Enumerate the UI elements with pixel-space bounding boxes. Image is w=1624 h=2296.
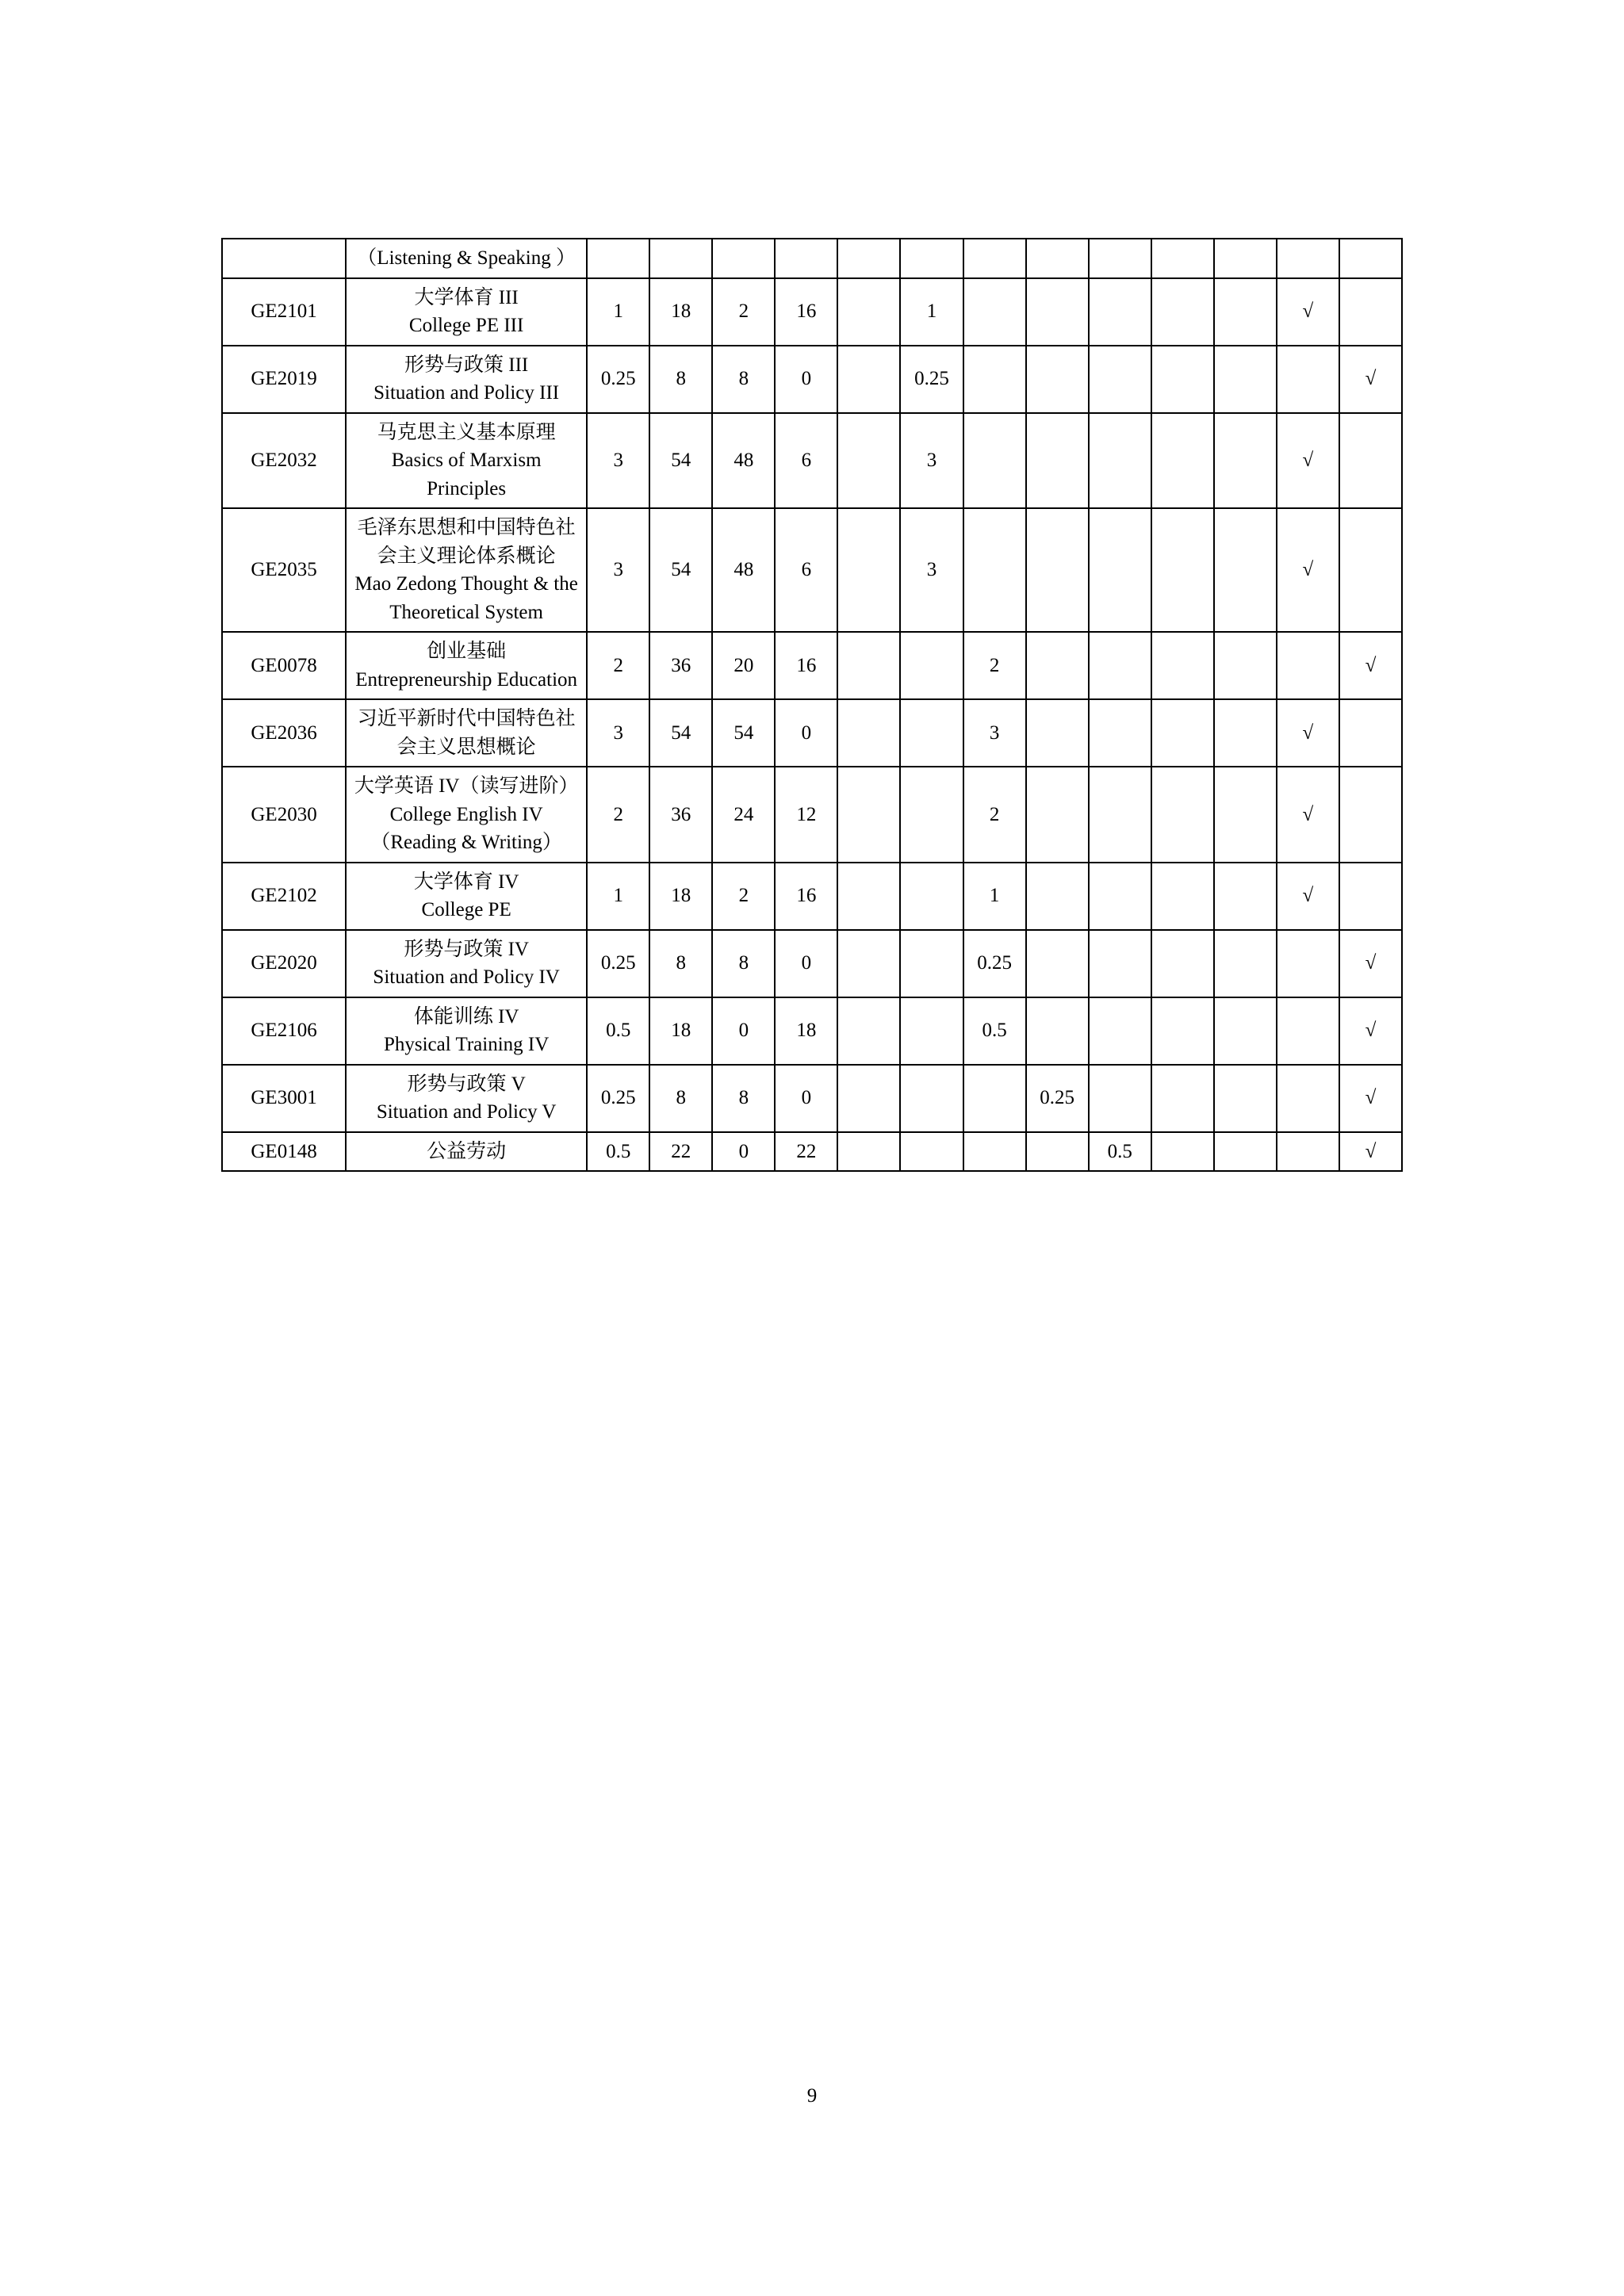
course-code: GE2019 (222, 346, 346, 413)
course-name: 形势与政策 V Situation and Policy V (346, 1065, 587, 1132)
course-code: GE0148 (222, 1132, 346, 1172)
term-5 (1089, 632, 1151, 699)
term-4 (1026, 632, 1089, 699)
exam-mark: √ (1277, 508, 1339, 632)
table-row (222, 863, 1402, 930)
practice-hours: 16 (775, 278, 837, 346)
total-hours: 8 (649, 1065, 712, 1132)
term-7 (1214, 997, 1277, 1065)
assessment-mark: √ (1339, 1065, 1402, 1132)
exam-mark: √ (1277, 413, 1339, 509)
term-1 (837, 930, 900, 997)
term-5 (1089, 508, 1151, 632)
assessment-mark (1339, 767, 1402, 863)
course-name: 大学体育 IV College PE (346, 863, 587, 930)
term-1 (837, 1065, 900, 1132)
practice-hours: 6 (775, 413, 837, 509)
term-6 (1151, 997, 1214, 1065)
term-6 (1151, 930, 1214, 997)
term-4 (1026, 508, 1089, 632)
assessment-mark (1339, 508, 1402, 632)
term-7 (1214, 1065, 1277, 1132)
course-code (222, 239, 346, 278)
term-7 (1214, 508, 1277, 632)
assessment-mark (1339, 239, 1402, 278)
term-5 (1089, 997, 1151, 1065)
exam-mark (1277, 930, 1339, 997)
term-6 (1151, 767, 1214, 863)
table-row (222, 930, 1402, 997)
term-4 (1026, 239, 1089, 278)
exam-mark (1277, 997, 1339, 1065)
credits: 3 (587, 699, 649, 767)
credits: 0.5 (587, 997, 649, 1065)
course-code: GE2106 (222, 997, 346, 1065)
total-hours: 18 (649, 278, 712, 346)
table-row (222, 997, 1402, 1065)
term-4 (1026, 346, 1089, 413)
term-7 (1214, 699, 1277, 767)
term-1 (837, 508, 900, 632)
term-6 (1151, 346, 1214, 413)
term-5 (1089, 1065, 1151, 1132)
term-6 (1151, 1132, 1214, 1172)
term-1 (837, 863, 900, 930)
course-code: GE2020 (222, 930, 346, 997)
assessment-mark (1339, 413, 1402, 509)
term-4 (1026, 278, 1089, 346)
course-name: 毛泽东思想和中国特色社会主义理论体系概论 Mao Zedong Thought & the Theoretical System (346, 508, 587, 632)
course-name: （Listening & Speaking ） (346, 239, 587, 278)
term-6 (1151, 632, 1214, 699)
term-1 (837, 1132, 900, 1172)
term-1 (837, 278, 900, 346)
exam-mark (1277, 1132, 1339, 1172)
term-1 (837, 239, 900, 278)
term-2: 0.25 (900, 346, 963, 413)
credits: 0.25 (587, 930, 649, 997)
practice-hours: 16 (775, 632, 837, 699)
exam-mark: √ (1277, 767, 1339, 863)
exam-mark: √ (1277, 699, 1339, 767)
term-7 (1214, 1132, 1277, 1172)
table-row (222, 767, 1402, 863)
credits: 3 (587, 413, 649, 509)
credits: 3 (587, 508, 649, 632)
term-5 (1089, 239, 1151, 278)
term-4 (1026, 997, 1089, 1065)
lecture-hours: 24 (712, 767, 775, 863)
lecture-hours (712, 239, 775, 278)
term-4 (1026, 413, 1089, 509)
term-7 (1214, 767, 1277, 863)
assessment-mark (1339, 278, 1402, 346)
course-code: GE2030 (222, 767, 346, 863)
term-2 (900, 1065, 963, 1132)
credits: 0.25 (587, 1065, 649, 1132)
credits: 2 (587, 632, 649, 699)
lecture-hours: 2 (712, 863, 775, 930)
term-3: 3 (963, 699, 1026, 767)
term-3: 0.5 (963, 997, 1026, 1065)
course-name: 创业基础 Entrepreneurship Education (346, 632, 587, 699)
term-5 (1089, 699, 1151, 767)
term-6 (1151, 278, 1214, 346)
assessment-mark: √ (1339, 346, 1402, 413)
course-name: 体能训练 IV Physical Training IV (346, 997, 587, 1065)
lecture-hours: 54 (712, 699, 775, 767)
table-row (222, 346, 1402, 413)
lecture-hours: 48 (712, 508, 775, 632)
term-5 (1089, 278, 1151, 346)
term-4 (1026, 1132, 1089, 1172)
course-code: GE2101 (222, 278, 346, 346)
term-6 (1151, 699, 1214, 767)
table-row (222, 632, 1402, 699)
term-1 (837, 767, 900, 863)
term-3 (963, 278, 1026, 346)
term-2 (900, 1132, 963, 1172)
credits: 2 (587, 767, 649, 863)
term-4 (1026, 699, 1089, 767)
practice-hours: 6 (775, 508, 837, 632)
total-hours: 8 (649, 930, 712, 997)
course-name: 公益劳动 (346, 1132, 587, 1172)
table-row (222, 278, 1402, 346)
lecture-hours: 0 (712, 997, 775, 1065)
course-code: GE2035 (222, 508, 346, 632)
term-3: 1 (963, 863, 1026, 930)
lecture-hours: 8 (712, 346, 775, 413)
term-7 (1214, 239, 1277, 278)
term-5 (1089, 863, 1151, 930)
course-name: 大学体育 III College PE III (346, 278, 587, 346)
term-3 (963, 1065, 1026, 1132)
term-7 (1214, 930, 1277, 997)
total-hours: 36 (649, 767, 712, 863)
term-4: 0.25 (1026, 1065, 1089, 1132)
credits (587, 239, 649, 278)
exam-mark (1277, 239, 1339, 278)
lecture-hours: 0 (712, 1132, 775, 1172)
course-name: 大学英语 IV（读写进阶） College English IV （Reading & Writing） (346, 767, 587, 863)
exam-mark: √ (1277, 863, 1339, 930)
term-5 (1089, 930, 1151, 997)
term-3: 0.25 (963, 930, 1026, 997)
total-hours: 22 (649, 1132, 712, 1172)
total-hours: 8 (649, 346, 712, 413)
total-hours: 54 (649, 699, 712, 767)
assessment-mark: √ (1339, 632, 1402, 699)
course-table-body (222, 239, 1402, 1171)
term-1 (837, 997, 900, 1065)
total-hours: 54 (649, 413, 712, 509)
term-4 (1026, 863, 1089, 930)
lecture-hours: 20 (712, 632, 775, 699)
course-code: GE3001 (222, 1065, 346, 1132)
credits: 0.25 (587, 346, 649, 413)
term-4 (1026, 767, 1089, 863)
practice-hours: 22 (775, 1132, 837, 1172)
assessment-mark (1339, 699, 1402, 767)
lecture-hours: 48 (712, 413, 775, 509)
practice-hours: 0 (775, 346, 837, 413)
term-2 (900, 699, 963, 767)
term-5 (1089, 767, 1151, 863)
exam-mark (1277, 346, 1339, 413)
term-1 (837, 632, 900, 699)
term-3 (963, 239, 1026, 278)
practice-hours: 0 (775, 930, 837, 997)
term-2 (900, 930, 963, 997)
table-row (222, 508, 1402, 632)
term-7 (1214, 278, 1277, 346)
term-2 (900, 632, 963, 699)
assessment-mark: √ (1339, 930, 1402, 997)
exam-mark (1277, 632, 1339, 699)
course-name: 形势与政策 IV Situation and Policy IV (346, 930, 587, 997)
page-number: 9 (806, 2085, 818, 2107)
credits: 1 (587, 863, 649, 930)
assessment-mark (1339, 863, 1402, 930)
term-3: 2 (963, 767, 1026, 863)
practice-hours: 16 (775, 863, 837, 930)
term-6 (1151, 413, 1214, 509)
assessment-mark: √ (1339, 997, 1402, 1065)
term-7 (1214, 863, 1277, 930)
practice-hours: 0 (775, 1065, 837, 1132)
practice-hours (775, 239, 837, 278)
course-code: GE0078 (222, 632, 346, 699)
term-2: 3 (900, 413, 963, 509)
course-table (221, 238, 1403, 1172)
term-1 (837, 413, 900, 509)
total-hours: 18 (649, 863, 712, 930)
course-name: 形势与政策 III Situation and Policy III (346, 346, 587, 413)
total-hours: 54 (649, 508, 712, 632)
term-5: 0.5 (1089, 1132, 1151, 1172)
term-5 (1089, 346, 1151, 413)
table-row (222, 1065, 1402, 1132)
term-5 (1089, 413, 1151, 509)
course-name: 马克思主义基本原理 Basics of Marxism Principles (346, 413, 587, 509)
assessment-mark: √ (1339, 1132, 1402, 1172)
credits: 1 (587, 278, 649, 346)
exam-mark (1277, 1065, 1339, 1132)
exam-mark: √ (1277, 278, 1339, 346)
credits: 0.5 (587, 1132, 649, 1172)
term-3 (963, 508, 1026, 632)
term-1 (837, 699, 900, 767)
term-2 (900, 767, 963, 863)
term-1 (837, 346, 900, 413)
table-row (222, 699, 1402, 767)
practice-hours: 12 (775, 767, 837, 863)
course-name: 习近平新时代中国特色社会主义思想概论 (346, 699, 587, 767)
term-2 (900, 863, 963, 930)
practice-hours: 18 (775, 997, 837, 1065)
term-2 (900, 997, 963, 1065)
term-3: 2 (963, 632, 1026, 699)
term-2: 1 (900, 278, 963, 346)
lecture-hours: 8 (712, 1065, 775, 1132)
term-3 (963, 413, 1026, 509)
term-4 (1026, 930, 1089, 997)
practice-hours: 0 (775, 699, 837, 767)
term-6 (1151, 239, 1214, 278)
course-code: GE2102 (222, 863, 346, 930)
term-2: 3 (900, 508, 963, 632)
course-code: GE2032 (222, 413, 346, 509)
total-hours: 36 (649, 632, 712, 699)
total-hours: 18 (649, 997, 712, 1065)
table-row (222, 413, 1402, 509)
term-6 (1151, 863, 1214, 930)
term-6 (1151, 508, 1214, 632)
lecture-hours: 8 (712, 930, 775, 997)
course-code: GE2036 (222, 699, 346, 767)
total-hours (649, 239, 712, 278)
term-3 (963, 346, 1026, 413)
table-row (222, 1132, 1402, 1172)
term-7 (1214, 346, 1277, 413)
course-table-container (221, 238, 1403, 1172)
term-7 (1214, 413, 1277, 509)
term-2 (900, 239, 963, 278)
term-7 (1214, 632, 1277, 699)
lecture-hours: 2 (712, 278, 775, 346)
term-3 (963, 1132, 1026, 1172)
table-row (222, 239, 1402, 278)
term-6 (1151, 1065, 1214, 1132)
